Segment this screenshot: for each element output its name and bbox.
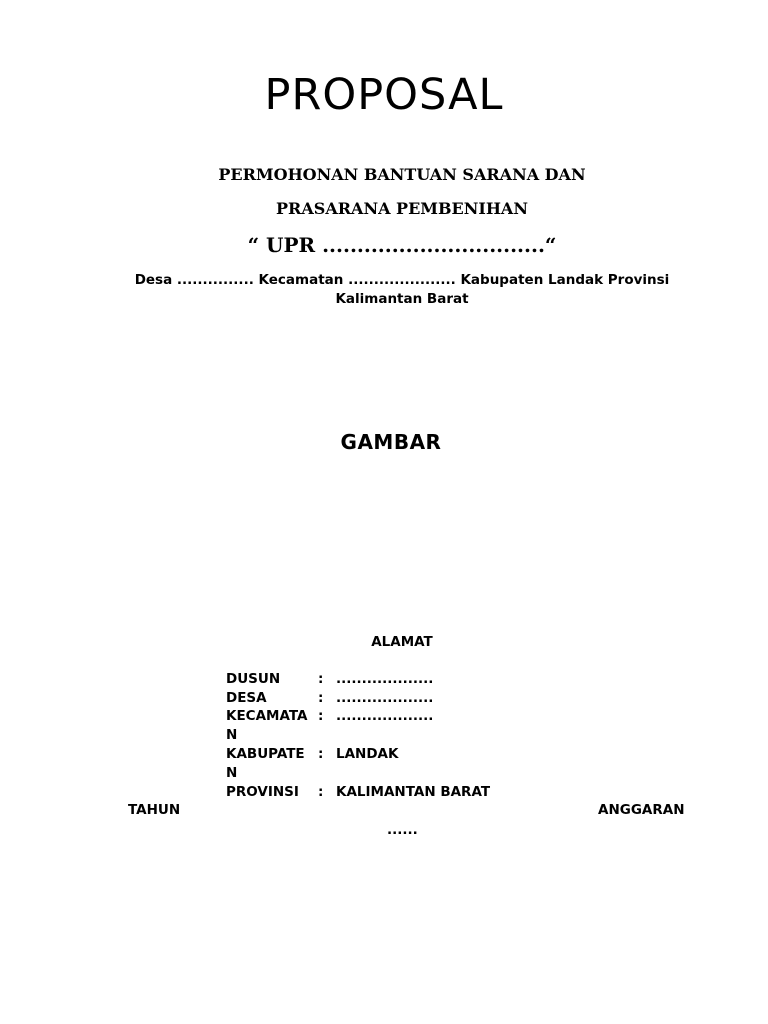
fiscal-year-label-right: ANGGARAN: [598, 802, 685, 818]
address-label-dusun: DUSUN: [226, 671, 281, 687]
subtitle-line-2: PRASARANA PEMBENIHAN: [276, 199, 528, 218]
subtitle-line-1: PERMOHONAN BANTUAN SARANA DAN: [218, 165, 586, 184]
address-value-kabupaten: LANDAK: [336, 746, 399, 762]
address-label-desa: DESA: [226, 690, 267, 706]
location-line-2: Kalimantan Barat: [335, 291, 469, 307]
fiscal-year-label-left: TAHUN: [128, 802, 181, 818]
address-colon: :: [318, 671, 324, 687]
document-title: PROPOSAL: [264, 70, 504, 120]
address-label-provinsi: PROVINSI: [226, 784, 299, 800]
upr-line: “ UPR ................................“: [247, 233, 557, 257]
address-colon: :: [318, 746, 324, 762]
image-placeholder-label: GAMBAR: [340, 430, 442, 454]
address-colon: :: [318, 708, 324, 724]
fiscal-year-value: ......: [387, 822, 418, 838]
location-block: [100, 271, 704, 309]
address-value-provinsi: KALIMANTAN BARAT: [336, 784, 491, 800]
address-colon: :: [318, 690, 324, 706]
address-label-kecamatan: KECAMATAN: [226, 708, 308, 743]
location-line-1: Desa ............... Kecamatan ..................... Kabupaten Landak Provinsi: [134, 272, 670, 288]
address-value-dusun: ...................: [336, 671, 434, 687]
address-value-desa: ...................: [336, 690, 434, 706]
address-label-kabupaten: KABUPATEN: [226, 746, 305, 781]
address-value-kecamatan: ...................: [336, 708, 434, 724]
address-colon: :: [318, 784, 324, 800]
address-heading: ALAMAT: [371, 634, 433, 650]
